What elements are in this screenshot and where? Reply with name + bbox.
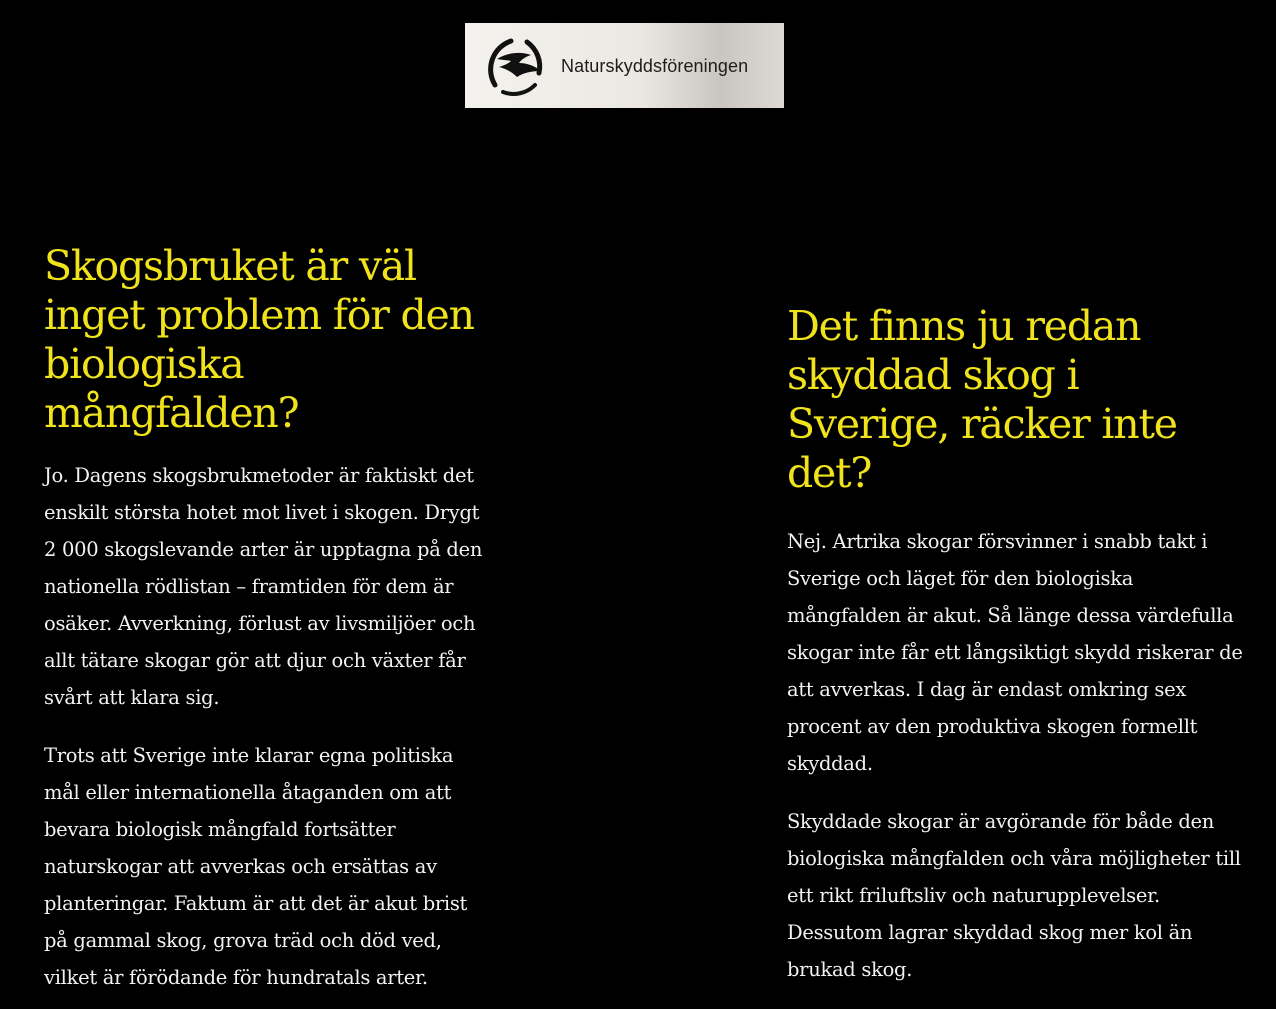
question-heading: Skogsbruket är väl inget problem för den biologiska mångfalden? xyxy=(44,242,474,437)
answer-paragraph: Nej. Artrika skogar försvinner i snabb takt i Sverige och läget för den biologiska mångfalden är akut. Så länge dessa värdefulla skogar inte får ett långsiktigt skydd riskerar de att avverkas. I dag är endast omkring sex procent av den produktiva skogen formellt skyddad. xyxy=(787,530,1243,775)
answer-paragraph: Jo. Dagens skogsbrukmetoder är faktiskt det enskilt största hotet mot livet i skogen. Drygt 2 000 skogslevande arter är upptagna på den nationella rödlistan – framtiden för dem är osäker. Avverkning, förlust av livsmiljöer och allt tätare skogar gör att djur och växter får svårt att klara sig. xyxy=(44,464,483,709)
faq-block-left xyxy=(44,242,494,996)
answer-paragraph: Trots att Sverige inte klarar egna politiska mål eller internationella åtaganden om att bevara biologisk mångfald fortsätter naturskogar att avverkas och ersättas av planteringar. Faktum är att det är akut brist på gammal skog, grova träd och död ved, vilket är förödande för hundratals arter. xyxy=(44,744,468,989)
faq-block-right xyxy=(787,302,1247,988)
logo-text: Naturskyddsföreningen xyxy=(561,56,749,76)
bird-in-circle-icon xyxy=(481,33,553,99)
answer-paragraph: Skyddade skogar är avgörande för både den biologiska mångfalden och våra möjligheter till ett rikt friluftsliv och naturupplevelser. Dessutom lagrar skyddad skog mer kol än brukad skog. xyxy=(787,810,1241,981)
logo-banner[interactable] xyxy=(465,23,784,108)
question-heading: Det finns ju redan skyddad skog i Sverige, räcker inte det? xyxy=(787,302,1177,497)
